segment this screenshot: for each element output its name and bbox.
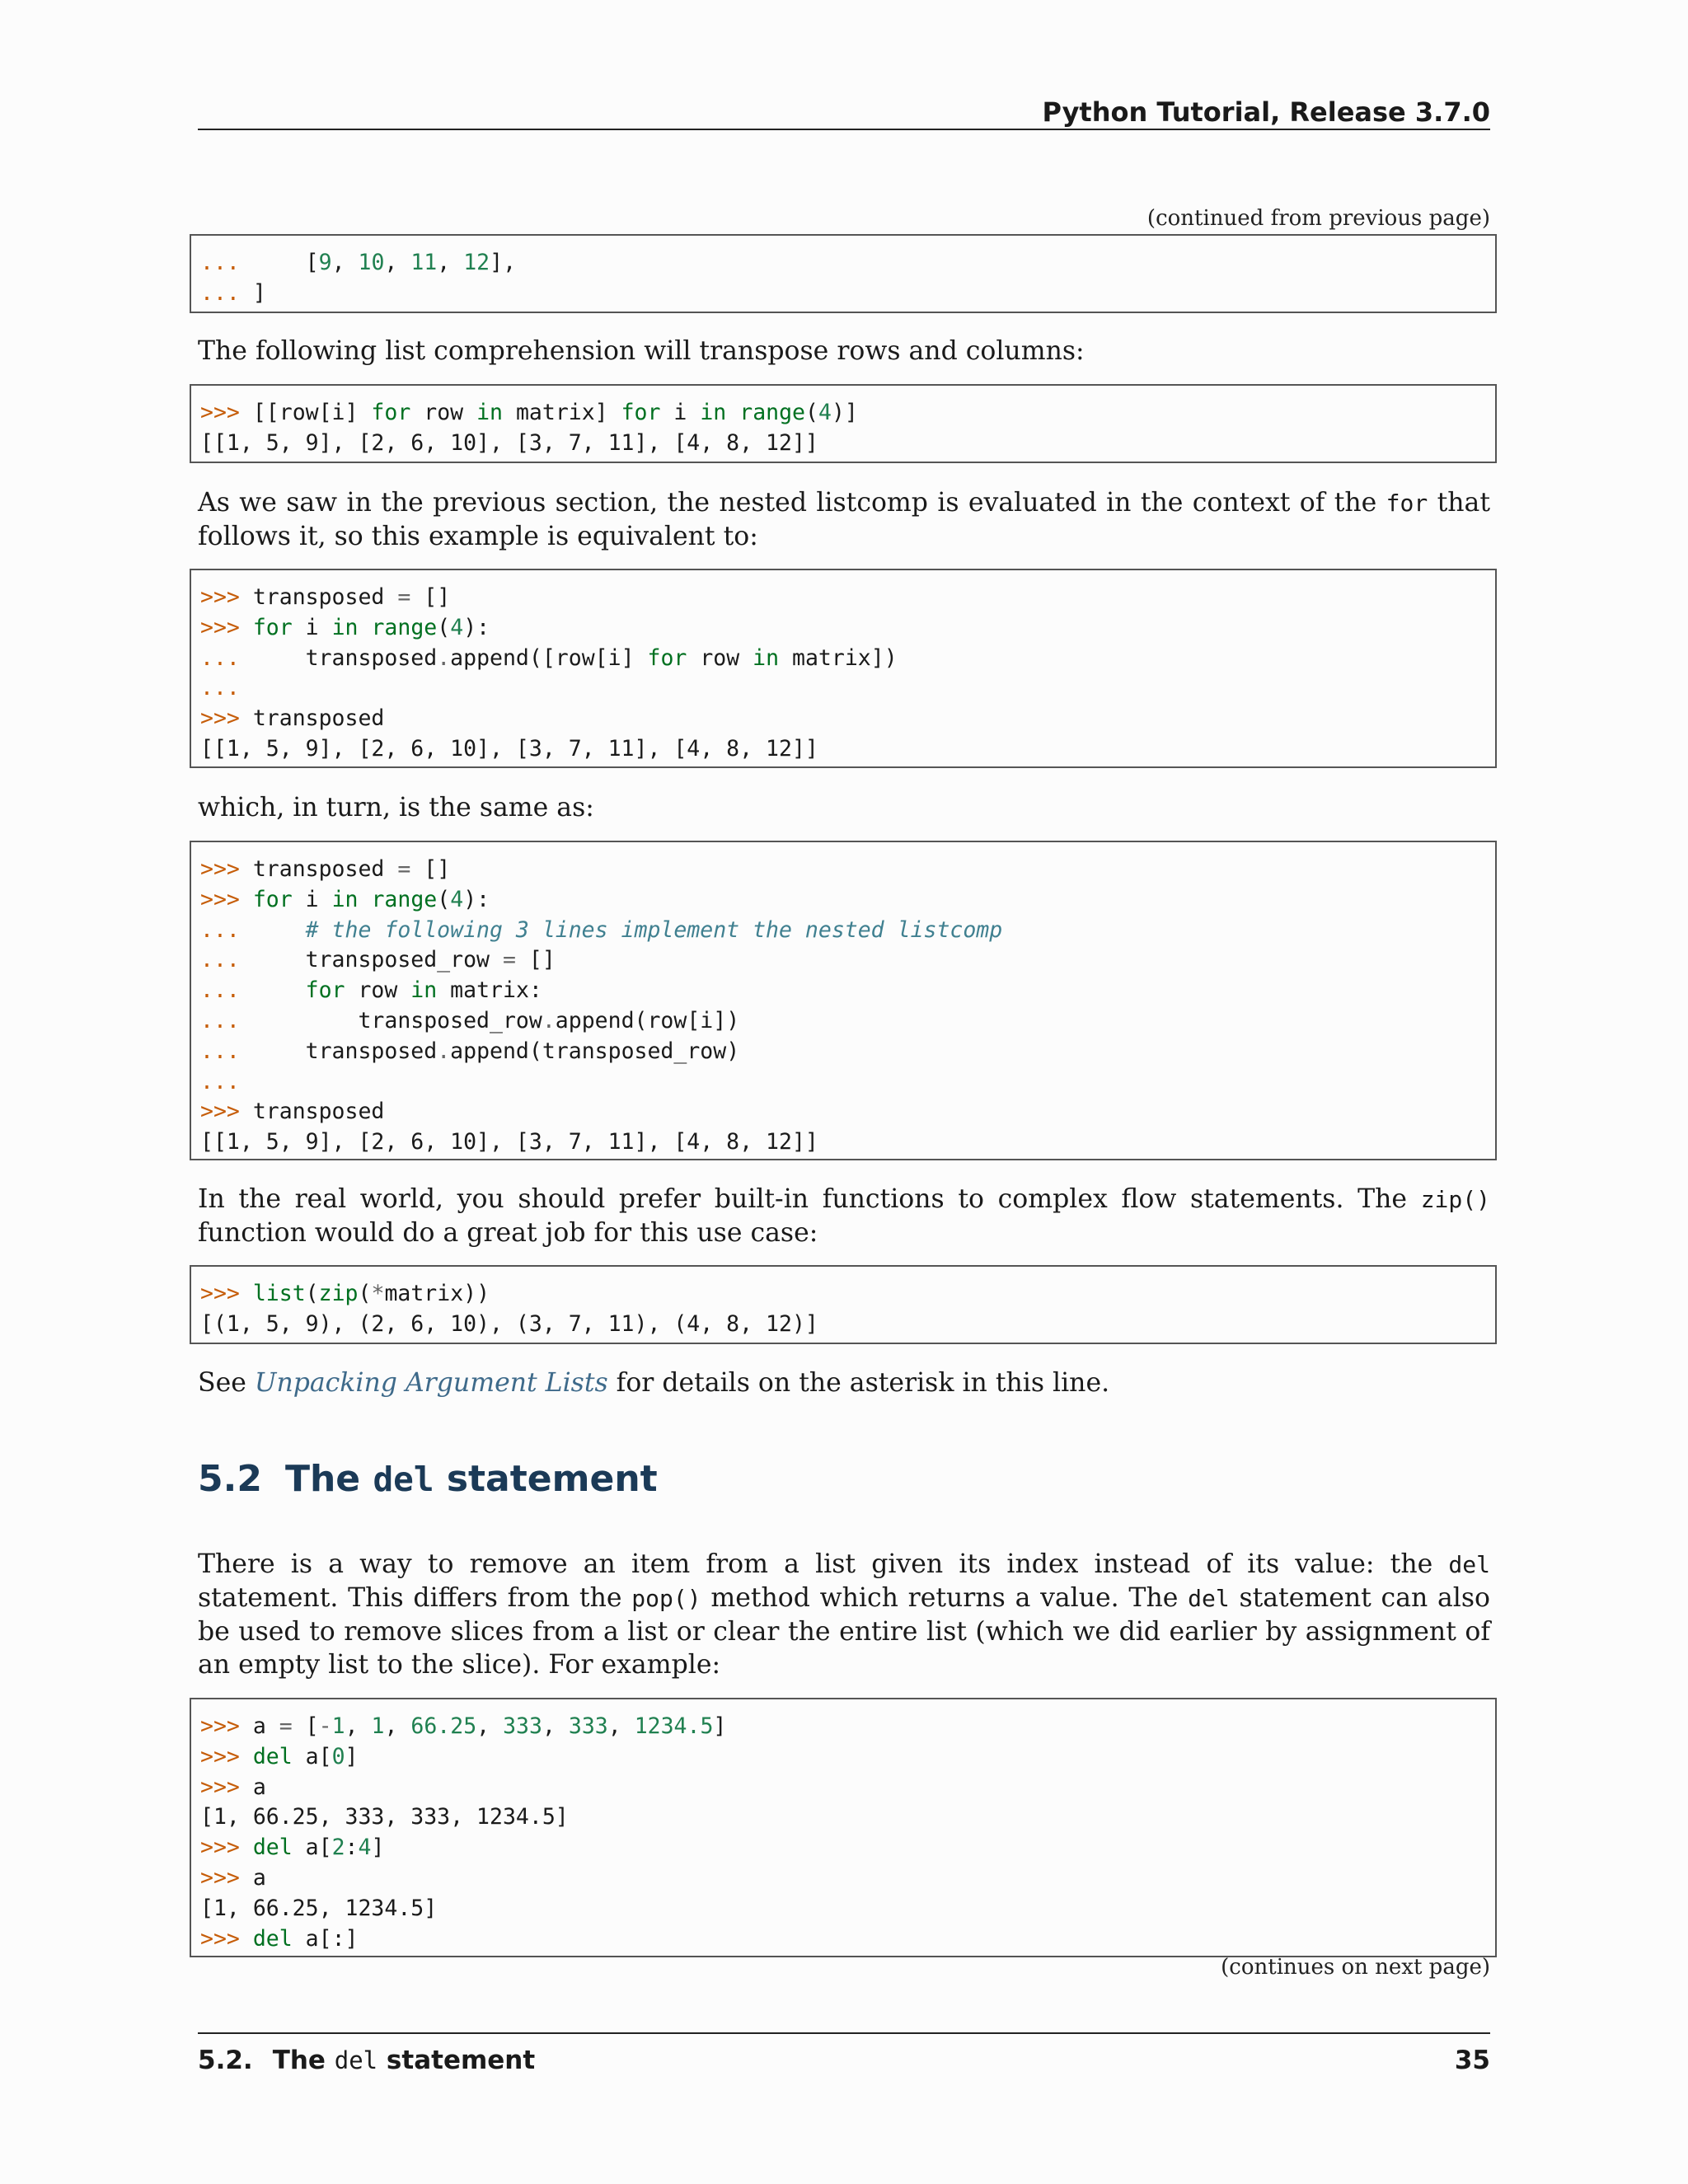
code-line: ... for row in matrix: bbox=[200, 977, 542, 1004]
code-line: ... transposed_row.append(row[i]) bbox=[200, 1007, 740, 1033]
code-line: [[1, 5, 9], [2, 6, 10], [3, 7, 11], [4, 8, 12]] bbox=[200, 429, 818, 456]
code-line: [[1, 5, 9], [2, 6, 10], [3, 7, 11], [4, 8, 12]] bbox=[200, 735, 818, 762]
code-line: >>> for i in range(4): bbox=[200, 886, 490, 912]
code-line: [1, 66.25, 333, 333, 1234.5] bbox=[200, 1804, 569, 1830]
paragraph-transpose-intro: The following list comprehension will transpose rows and columns: bbox=[198, 336, 1085, 366]
code-block-matrix-tail bbox=[190, 234, 1497, 313]
continued-from-note: (continued from previous page) bbox=[1146, 206, 1490, 231]
header-rule bbox=[198, 129, 1490, 130]
code-block-del-examples bbox=[190, 1698, 1497, 1957]
code-line: [(1, 5, 9), (2, 6, 10), (3, 7, 11), (4, 8, 12)] bbox=[200, 1310, 818, 1337]
code-block-nested-loop bbox=[190, 841, 1497, 1160]
code-line: ... ] bbox=[200, 279, 266, 306]
code-line: >>> [[row[i] for row in matrix] for i in range(4)] bbox=[200, 400, 858, 425]
code-line: >>> transposed bbox=[200, 705, 385, 732]
code-line: >>> del a[:] bbox=[200, 1925, 359, 1952]
code-line: >>> a = [-1, 1, 66.25, 333, 333, 1234.5] bbox=[200, 1713, 727, 1739]
code-line: >>> list(zip(*matrix)) bbox=[200, 1281, 490, 1306]
inline-code-del: del bbox=[1448, 1551, 1490, 1578]
section-number: 5.2 bbox=[198, 1458, 262, 1500]
footer-section-title: 5.2. The del statement bbox=[198, 2046, 536, 2075]
continues-on-note: (continues on next page) bbox=[1221, 1955, 1490, 1980]
running-header-title: Python Tutorial, Release 3.7.0 bbox=[1042, 96, 1490, 128]
paragraph-del-statement: There is a way to remove an item from a list given its index instead of its value: the del statement. This differs from the pop() method which returns a value. The del statement can also be used to remove slices from a list or clear the entire list (which we did earlier by assignment of an empty list to the slice). For example: bbox=[198, 1549, 1490, 1680]
code-line: >>> del a[0] bbox=[200, 1743, 359, 1769]
inline-code-for: for bbox=[1386, 490, 1428, 517]
code-line: ... bbox=[200, 675, 240, 701]
code-line: ... [9, 10, 11, 12], bbox=[200, 250, 517, 275]
code-line: >>> transposed bbox=[200, 1099, 385, 1125]
unpacking-argument-lists-link[interactable]: Unpacking Argument Lists bbox=[254, 1368, 608, 1398]
code-block-transpose-loop bbox=[190, 569, 1497, 768]
code-line: [[1, 5, 9], [2, 6, 10], [3, 7, 11], [4, 8, 12]] bbox=[200, 1129, 818, 1155]
code-line: [1, 66.25, 1234.5] bbox=[200, 1895, 438, 1921]
inline-code-pop: pop() bbox=[631, 1585, 701, 1612]
paragraph-nested-listcomp: As we saw in the previous section, the nested listcomp is evaluated in the context of the for that follows it, so this example is equivalent to: bbox=[198, 488, 1490, 551]
code-line: ... # the following 3 lines implement the nested listcomp bbox=[200, 916, 1003, 943]
inline-code-zip: zip() bbox=[1420, 1186, 1490, 1213]
footer-rule bbox=[198, 2032, 1490, 2034]
inline-code-del-2: del bbox=[1188, 1585, 1230, 1612]
paragraph-real-world: In the real world, you should prefer built-in functions to complex flow statements. The zip() function would do a great job for this use case: bbox=[198, 1184, 1490, 1248]
code-block-listcomp bbox=[190, 384, 1497, 463]
code-line: >>> transposed = [] bbox=[200, 856, 451, 882]
code-line: >>> a bbox=[200, 1774, 266, 1800]
paragraph-see-unpacking: See Unpacking Argument Lists for details on the asterisk in this line. bbox=[198, 1368, 1110, 1398]
code-line: >>> transposed = [] bbox=[200, 584, 451, 610]
code-line: >>> for i in range(4): bbox=[200, 614, 490, 640]
section-title-code: del bbox=[373, 1460, 434, 1499]
section-heading: 5.2 The del statement bbox=[198, 1458, 658, 1500]
code-line: >>> a bbox=[200, 1864, 266, 1891]
code-line: >>> del a[2:4] bbox=[200, 1835, 385, 1861]
code-line: ... transposed.append(transposed_row) bbox=[200, 1038, 740, 1064]
code-line: ... transposed.append([row[i] for row in matrix]) bbox=[200, 644, 898, 671]
code-block-zip bbox=[190, 1265, 1497, 1344]
code-line: ... bbox=[200, 1068, 240, 1094]
paragraph-same-as: which, in turn, is the same as: bbox=[198, 793, 594, 823]
code-line: ... transposed_row = [] bbox=[200, 947, 556, 973]
page-number: 35 bbox=[1454, 2046, 1490, 2075]
